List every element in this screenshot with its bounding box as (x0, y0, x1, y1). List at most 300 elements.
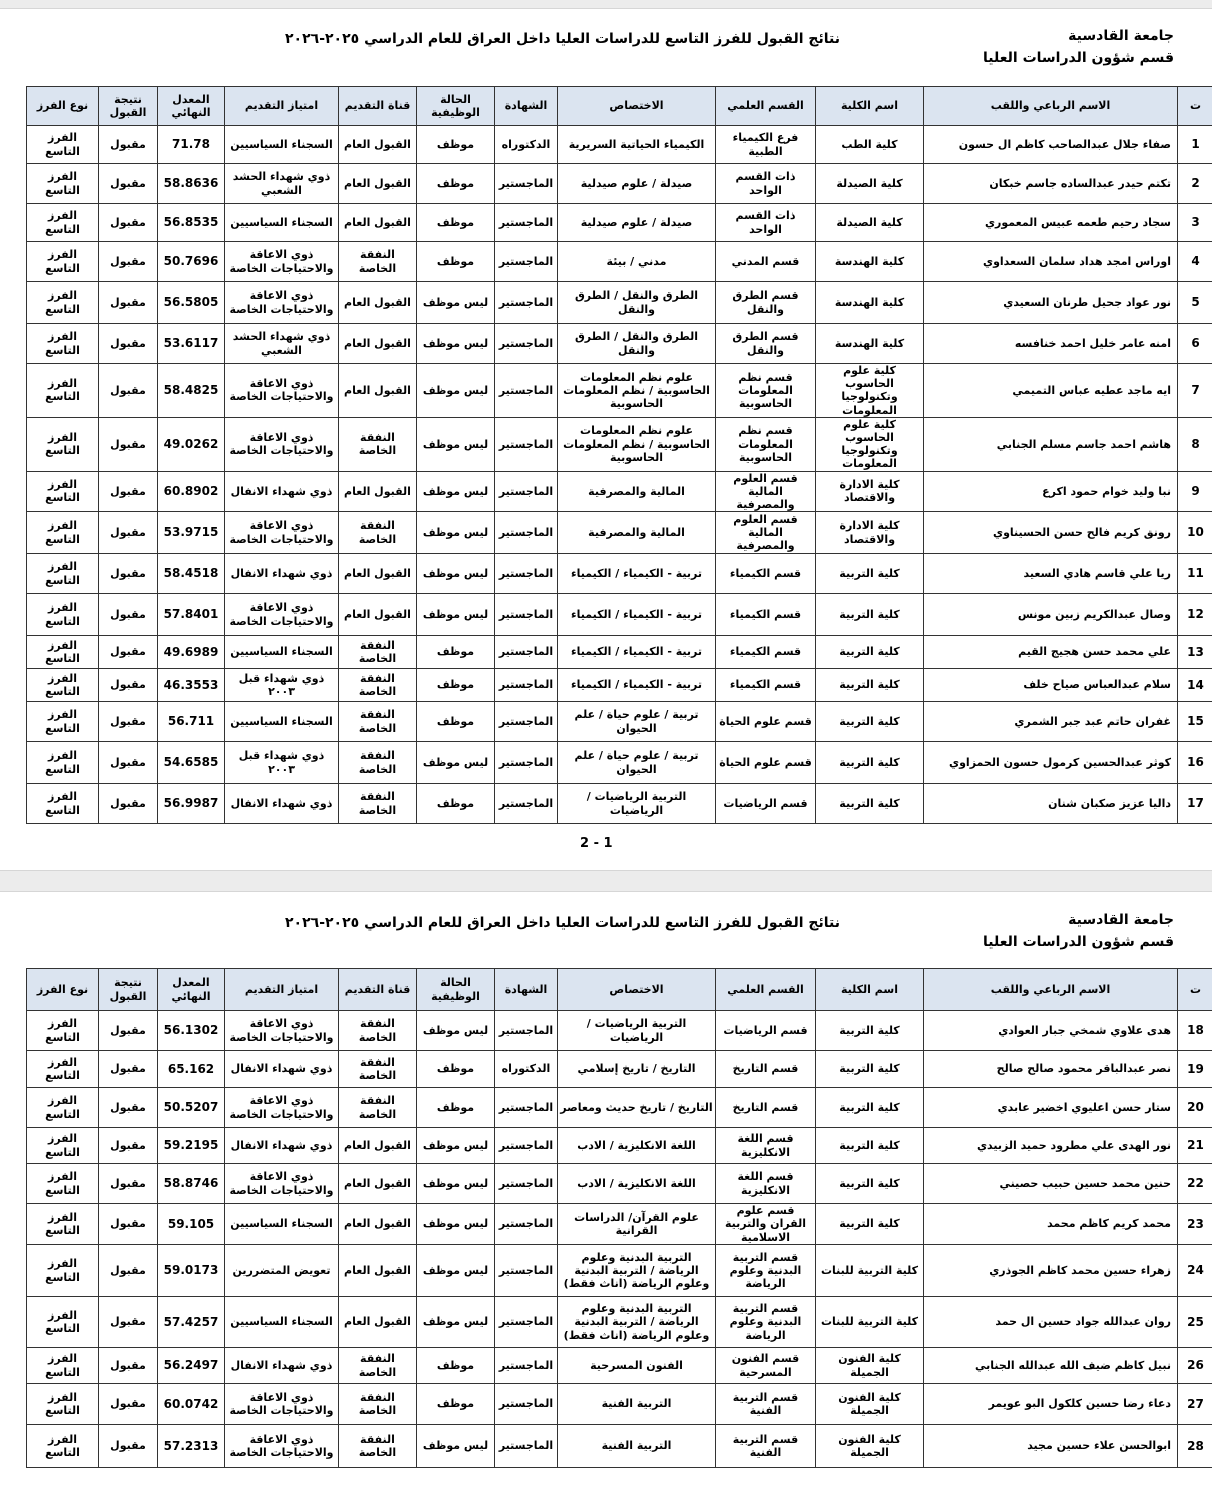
batch-type-cell: الفرز التاسع (27, 364, 99, 418)
seq-cell: 6 (1178, 324, 1212, 364)
name-cell: نور عواد جحيل طرنان السعيدي (924, 282, 1178, 324)
average-cell: 53.6117 (158, 324, 225, 364)
employment-status-cell: ليس موظف (417, 554, 495, 594)
average-cell: 57.8401 (158, 594, 225, 636)
batch-type-cell: الفرز التاسع (27, 1348, 99, 1384)
specialization-cell: تربية - الكيمياء / الكيمياء (558, 594, 716, 636)
college-cell: كلية التربية (816, 1204, 924, 1245)
specialization-cell: التربية الفنية (558, 1384, 716, 1425)
column-header-degree: الشهادة (495, 87, 558, 126)
document-title: نتائج القبول للفرز التاسع للدراسات العليا داخل العراق للعام الدراسي ٢٠٢٥-٢٠٢٦ (285, 31, 840, 47)
application-channel-cell: النفقة الخاصة (339, 669, 417, 702)
result-cell: مقبول (99, 471, 158, 512)
degree-cell: الماجستير (495, 1164, 558, 1204)
employment-status-cell: ليس موظف (417, 364, 495, 418)
privilege-cell: ذوي شهداء قبل ٢٠٠٣ (225, 742, 339, 784)
degree-cell: الماجستير (495, 282, 558, 324)
privilege-cell: ذوي الاعاقة والاحتياجات الخاصة (225, 594, 339, 636)
degree-cell: الماجستير (495, 204, 558, 242)
application-channel-cell: القبول العام (339, 554, 417, 594)
college-cell: كلية التربية (816, 702, 924, 742)
specialization-cell: المالية والمصرفية (558, 512, 716, 554)
employment-status-cell: ليس موظف (417, 417, 495, 471)
table-row (27, 1204, 1212, 1245)
seq-cell: 16 (1178, 742, 1212, 784)
name-cell: حنين محمد حسين حبيب حصيني (924, 1164, 1178, 1204)
department-cell: قسم التاريخ (716, 1051, 816, 1088)
degree-cell: الماجستير (495, 417, 558, 471)
batch-type-cell: الفرز التاسع (27, 242, 99, 282)
seq-cell: 3 (1178, 204, 1212, 242)
table-row (27, 1088, 1212, 1128)
results-table-page-2 (26, 968, 1212, 1468)
batch-type-cell: الفرز التاسع (27, 636, 99, 669)
result-cell: مقبول (99, 1384, 158, 1425)
batch-type-cell: الفرز التاسع (27, 1204, 99, 1245)
college-cell: كلية التربية (816, 1011, 924, 1051)
result-cell: مقبول (99, 1011, 158, 1051)
table-header-row (27, 969, 1212, 1011)
college-cell: كلية التربية (816, 1051, 924, 1088)
privilege-cell: ذوي شهداء الانفال (225, 1348, 339, 1384)
name-cell: ابوالحسن علاء حسين مجيد (924, 1425, 1178, 1468)
column-header-application-channel: قناة التقديم (339, 87, 417, 126)
privilege-cell: ذوي الاعاقة والاحتياجات الخاصة (225, 1164, 339, 1204)
batch-type-cell: الفرز التاسع (27, 1128, 99, 1164)
name-cell: وصال عبدالكريم زبين مونس (924, 594, 1178, 636)
privilege-cell: ذوي الاعاقة والاحتياجات الخاصة (225, 512, 339, 554)
batch-type-cell: الفرز التاسع (27, 554, 99, 594)
specialization-cell: التاريخ / تاريخ إسلامي (558, 1051, 716, 1088)
result-cell: مقبول (99, 364, 158, 418)
table-row (27, 1011, 1212, 1051)
column-header-application-channel: قناة التقديم (339, 969, 417, 1011)
employment-status-cell: موظف (417, 669, 495, 702)
college-cell: كلية التربية (816, 636, 924, 669)
degree-cell: الماجستير (495, 1348, 558, 1384)
table-row (27, 164, 1212, 204)
table-row (27, 636, 1212, 669)
seq-cell: 5 (1178, 282, 1212, 324)
application-channel-cell: النفقة الخاصة (339, 784, 417, 824)
table-row (27, 1164, 1212, 1204)
top-scroll-band (0, 0, 1212, 9)
result-cell: مقبول (99, 1204, 158, 1245)
result-cell: مقبول (99, 1297, 158, 1348)
specialization-cell: الكيمياء الحياتية السريرية (558, 126, 716, 164)
specialization-cell: علوم القرآن/ الدراسات القرانية (558, 1204, 716, 1245)
specialization-cell: تربية - الكيمياء / الكيمياء (558, 669, 716, 702)
result-cell: مقبول (99, 324, 158, 364)
department-cell: قسم التربية البدنية وعلوم الرياضة (716, 1245, 816, 1297)
seq-cell: 19 (1178, 1051, 1212, 1088)
name-cell: ريا علي قاسم هادي السعيد (924, 554, 1178, 594)
privilege-cell: ذوي شهداء الانفال (225, 554, 339, 594)
table-row (27, 324, 1212, 364)
seq-cell: 1 (1178, 126, 1212, 164)
table-row (27, 784, 1212, 824)
seq-cell: 24 (1178, 1245, 1212, 1297)
name-cell: هاشم احمد جاسم مسلم الجنابي (924, 417, 1178, 471)
department-cell: قسم العلوم المالية والمصرفية (716, 471, 816, 512)
column-header-average: المعدل النهائي (158, 969, 225, 1011)
average-cell: 58.4825 (158, 364, 225, 418)
specialization-cell: التربية الرياضيات / الرياضيات (558, 1011, 716, 1051)
batch-type-cell: الفرز التاسع (27, 784, 99, 824)
table-row (27, 554, 1212, 594)
application-channel-cell: النفقة الخاصة (339, 512, 417, 554)
average-cell: 57.4257 (158, 1297, 225, 1348)
name-cell: رونق كريم فالح حسن الحسيناوي (924, 512, 1178, 554)
degree-cell: الماجستير (495, 164, 558, 204)
page-separator (0, 870, 1212, 892)
privilege-cell: ذوي شهداء الحشد الشعبي (225, 164, 339, 204)
employment-status-cell: موظف (417, 204, 495, 242)
employment-status-cell: ليس موظف (417, 1128, 495, 1164)
application-channel-cell: القبول العام (339, 471, 417, 512)
average-cell: 53.9715 (158, 512, 225, 554)
college-cell: كلية الهندسة (816, 242, 924, 282)
degree-cell: الماجستير (495, 1204, 558, 1245)
column-header-employment-status: الحالة الوظيفية (417, 87, 495, 126)
name-cell: نبا وليد خوام حمود اكرع (924, 471, 1178, 512)
privilege-cell: ذوي الاعاقة والاحتياجات الخاصة (225, 364, 339, 418)
degree-cell: الماجستير (495, 512, 558, 554)
application-channel-cell: القبول العام (339, 1204, 417, 1245)
privilege-cell: السجناء السياسيين (225, 1297, 339, 1348)
table-row (27, 364, 1212, 418)
college-cell: كلية التربية (816, 594, 924, 636)
degree-cell: الماجستير (495, 554, 558, 594)
batch-type-cell: الفرز التاسع (27, 282, 99, 324)
name-cell: علي محمد حسن هجيج القيم (924, 636, 1178, 669)
average-cell: 58.8636 (158, 164, 225, 204)
column-header-privilege: امتياز التقديم (225, 87, 339, 126)
application-channel-cell: القبول العام (339, 126, 417, 164)
batch-type-cell: الفرز التاسع (27, 742, 99, 784)
application-channel-cell: القبول العام (339, 1297, 417, 1348)
privilege-cell: السجناء السياسيين (225, 636, 339, 669)
employment-status-cell: موظف (417, 164, 495, 204)
name-cell: داليا عزيز صكبان شنان (924, 784, 1178, 824)
seq-cell: 25 (1178, 1297, 1212, 1348)
privilege-cell: ذوي الاعاقة والاحتياجات الخاصة (225, 1011, 339, 1051)
employment-status-cell: موظف (417, 1088, 495, 1128)
college-cell: كلية الادارة والاقتصاد (816, 512, 924, 554)
degree-cell: الماجستير (495, 471, 558, 512)
college-cell: كلية التربية (816, 1088, 924, 1128)
result-cell: مقبول (99, 1348, 158, 1384)
result-cell: مقبول (99, 1245, 158, 1297)
college-cell: كلية الفنون الجميلة (816, 1384, 924, 1425)
application-channel-cell: القبول العام (339, 204, 417, 242)
privilege-cell: ذوي شهداء الانفال (225, 471, 339, 512)
specialization-cell: مدني / بيئة (558, 242, 716, 282)
result-cell: مقبول (99, 669, 158, 702)
average-cell: 56.711 (158, 702, 225, 742)
department-cell: قسم اللغة الانكليزية (716, 1164, 816, 1204)
column-header-result: نتيجة القبول (99, 969, 158, 1011)
name-cell: صفاء جلال عبدالصاحب كاظم ال حسون (924, 126, 1178, 164)
name-cell: زهراء حسين محمد كاظم الجوذري (924, 1245, 1178, 1297)
average-cell: 60.8902 (158, 471, 225, 512)
name-cell: نور الهدى علي مطرود حميد الزبيدي (924, 1128, 1178, 1164)
column-header-college: اسم الكلية (816, 969, 924, 1011)
batch-type-cell: الفرز التاسع (27, 204, 99, 242)
privilege-cell: السجناء السياسيين (225, 1204, 339, 1245)
application-channel-cell: النفقة الخاصة (339, 1011, 417, 1051)
name-cell: تكتم حيدر عبدالساده جاسم خبكان (924, 164, 1178, 204)
college-cell: كلية التربية (816, 1164, 924, 1204)
employment-status-cell: ليس موظف (417, 282, 495, 324)
privilege-cell: ذوي الاعاقة والاحتياجات الخاصة (225, 242, 339, 282)
result-cell: مقبول (99, 417, 158, 471)
privilege-cell: ذوي شهداء الانفال (225, 1128, 339, 1164)
seq-cell: 27 (1178, 1384, 1212, 1425)
seq-cell: 15 (1178, 702, 1212, 742)
seq-cell: 8 (1178, 417, 1212, 471)
column-header-batch-type: نوع الفرز (27, 87, 99, 126)
college-cell: كلية الطب (816, 126, 924, 164)
results-table-page-1 (26, 86, 1212, 824)
seq-cell: 10 (1178, 512, 1212, 554)
result-cell: مقبول (99, 1164, 158, 1204)
specialization-cell: التربية البدنية وعلوم الرياضة / التربية البدنية وعلوم الرياضة (اناث فقط) (558, 1297, 716, 1348)
name-cell: دعاء رضا حسين كلكول البو عويمر (924, 1384, 1178, 1425)
result-cell: مقبول (99, 1128, 158, 1164)
batch-type-cell: الفرز التاسع (27, 594, 99, 636)
batch-type-cell: الفرز التاسع (27, 512, 99, 554)
degree-cell: الماجستير (495, 784, 558, 824)
privilege-cell: ذوي شهداء الانفال (225, 784, 339, 824)
degree-cell: الماجستير (495, 364, 558, 418)
department-cell: قسم الكيمياء (716, 554, 816, 594)
name-cell: اوراس امجد هداد سلمان السعداوي (924, 242, 1178, 282)
batch-type-cell: الفرز التاسع (27, 324, 99, 364)
specialization-cell: تربية / علوم حياة / علم الحيوان (558, 702, 716, 742)
department-cell: قسم الرياضيات (716, 784, 816, 824)
application-channel-cell: النفقة الخاصة (339, 1051, 417, 1088)
average-cell: 56.5805 (158, 282, 225, 324)
college-cell: كلية الهندسة (816, 282, 924, 324)
department-name: قسم شؤون الدراسات العليا (983, 50, 1174, 66)
privilege-cell: ذوي الاعاقة والاحتياجات الخاصة (225, 1384, 339, 1425)
specialization-cell: تربية - الكيمياء / الكيمياء (558, 636, 716, 669)
degree-cell: الماجستير (495, 1425, 558, 1468)
application-channel-cell: القبول العام (339, 324, 417, 364)
average-cell: 56.2497 (158, 1348, 225, 1384)
application-channel-cell: القبول العام (339, 1128, 417, 1164)
batch-type-cell: الفرز التاسع (27, 702, 99, 742)
application-channel-cell: النفقة الخاصة (339, 1348, 417, 1384)
column-header-specialization: الاختصاص (558, 969, 716, 1011)
college-cell: كلية علوم الحاسوب وتكنولوجيا المعلومات (816, 417, 924, 471)
average-cell: 50.5207 (158, 1088, 225, 1128)
specialization-cell: اللغة الانكليزية / الادب (558, 1164, 716, 1204)
name-cell: ستار حسن اعليوي اخضير عابدي (924, 1088, 1178, 1128)
seq-cell: 4 (1178, 242, 1212, 282)
table-row (27, 512, 1212, 554)
column-header-degree: الشهادة (495, 969, 558, 1011)
seq-cell: 26 (1178, 1348, 1212, 1384)
batch-type-cell: الفرز التاسع (27, 1384, 99, 1425)
average-cell: 56.1302 (158, 1011, 225, 1051)
university-name: جامعة القادسية (1068, 28, 1174, 44)
name-cell: سجاد رحيم طعمه عبيس المعموري (924, 204, 1178, 242)
college-cell: كلية التربية للبنات (816, 1245, 924, 1297)
seq-cell: 20 (1178, 1088, 1212, 1128)
department-cell: قسم العلوم المالية والمصرفية (716, 512, 816, 554)
employment-status-cell: موظف (417, 126, 495, 164)
privilege-cell: ذوي الاعاقة والاحتياجات الخاصة (225, 417, 339, 471)
seq-cell: 9 (1178, 471, 1212, 512)
department-cell: قسم الرياضيات (716, 1011, 816, 1051)
batch-type-cell: الفرز التاسع (27, 471, 99, 512)
average-cell: 59.2195 (158, 1128, 225, 1164)
table-row (27, 1384, 1212, 1425)
specialization-cell: علوم نظم المعلومات الحاسوبية / نظم المعلومات الحاسوبية (558, 417, 716, 471)
specialization-cell: التربية الفنية (558, 1425, 716, 1468)
table-row (27, 204, 1212, 242)
batch-type-cell: الفرز التاسع (27, 1245, 99, 1297)
degree-cell: الماجستير (495, 594, 558, 636)
department-cell: قسم علوم القران والتربية الاسلامية (716, 1204, 816, 1245)
department-name: قسم شؤون الدراسات العليا (983, 934, 1174, 950)
name-cell: هدى علاوي شمخي جبار العوادي (924, 1011, 1178, 1051)
department-cell: قسم التربية الفنية (716, 1384, 816, 1425)
college-cell: كلية الفنون الجميلة (816, 1425, 924, 1468)
result-cell: مقبول (99, 1088, 158, 1128)
table-row (27, 417, 1212, 471)
table-row (27, 126, 1212, 164)
seq-cell: 28 (1178, 1425, 1212, 1468)
department-cell: قسم نظم المعلومات الحاسوبية (716, 417, 816, 471)
table-row (27, 594, 1212, 636)
degree-cell: الماجستير (495, 1297, 558, 1348)
department-cell: قسم نظم المعلومات الحاسوبية (716, 364, 816, 418)
seq-cell: 11 (1178, 554, 1212, 594)
department-cell: قسم الطرق والنقل (716, 324, 816, 364)
specialization-cell: الطرق والنقل / الطرق والنقل (558, 324, 716, 364)
seq-cell: 22 (1178, 1164, 1212, 1204)
average-cell: 65.162 (158, 1051, 225, 1088)
employment-status-cell: ليس موظف (417, 471, 495, 512)
batch-type-cell: الفرز التاسع (27, 1164, 99, 1204)
department-cell: قسم اللغة الانكليزية (716, 1128, 816, 1164)
batch-type-cell: الفرز التاسع (27, 1011, 99, 1051)
batch-type-cell: الفرز التاسع (27, 1425, 99, 1468)
privilege-cell: السجناء السياسيين (225, 702, 339, 742)
privilege-cell: ذوي الاعاقة والاحتياجات الخاصة (225, 1088, 339, 1128)
name-cell: ايه ماجد عطيه عباس التميمي (924, 364, 1178, 418)
application-channel-cell: النفقة الخاصة (339, 417, 417, 471)
application-channel-cell: النفقة الخاصة (339, 636, 417, 669)
column-header-seq: ت (1178, 969, 1212, 1011)
department-cell: قسم الكيمياء (716, 636, 816, 669)
department-cell: قسم الكيمياء (716, 594, 816, 636)
seq-cell: 14 (1178, 669, 1212, 702)
application-channel-cell: النفقة الخاصة (339, 1425, 417, 1468)
university-name: جامعة القادسية (1068, 912, 1174, 928)
college-cell: كلية الادارة والاقتصاد (816, 471, 924, 512)
department-cell: قسم علوم الحياة (716, 742, 816, 784)
result-cell: مقبول (99, 742, 158, 784)
table-row (27, 242, 1212, 282)
column-header-seq: ت (1178, 87, 1212, 126)
seq-cell: 7 (1178, 364, 1212, 418)
table-row (27, 1425, 1212, 1468)
specialization-cell: تربية / علوم حياة / علم الحيوان (558, 742, 716, 784)
employment-status-cell: موظف (417, 1384, 495, 1425)
column-header-specialization: الاختصاص (558, 87, 716, 126)
batch-type-cell: الفرز التاسع (27, 669, 99, 702)
batch-type-cell: الفرز التاسع (27, 1051, 99, 1088)
table-row (27, 1245, 1212, 1297)
employment-status-cell: ليس موظف (417, 1245, 495, 1297)
privilege-cell: ذوي الاعاقة والاحتياجات الخاصة (225, 1425, 339, 1468)
average-cell: 58.8746 (158, 1164, 225, 1204)
employment-status-cell: ليس موظف (417, 1011, 495, 1051)
specialization-cell: تربية - الكيمياء / الكيمياء (558, 554, 716, 594)
batch-type-cell: الفرز التاسع (27, 164, 99, 204)
name-cell: محمد كريم كاظم محمد (924, 1204, 1178, 1245)
seq-cell: 13 (1178, 636, 1212, 669)
name-cell: سلام عبدالعباس صياح خلف (924, 669, 1178, 702)
column-header-college: اسم الكلية (816, 87, 924, 126)
column-header-department: القسم العلمي (716, 969, 816, 1011)
degree-cell: الدكتوراه (495, 126, 558, 164)
employment-status-cell: موظف (417, 242, 495, 282)
average-cell: 58.4518 (158, 554, 225, 594)
employment-status-cell: ليس موظف (417, 324, 495, 364)
table-row (27, 669, 1212, 702)
degree-cell: الماجستير (495, 1384, 558, 1425)
average-cell: 56.8535 (158, 204, 225, 242)
result-cell: مقبول (99, 784, 158, 824)
specialization-cell: صيدلة / علوم صيدلية (558, 164, 716, 204)
employment-status-cell: موظف (417, 702, 495, 742)
college-cell: كلية التربية (816, 784, 924, 824)
college-cell: كلية الهندسة (816, 324, 924, 364)
average-cell: 50.7696 (158, 242, 225, 282)
batch-type-cell: الفرز التاسع (27, 417, 99, 471)
employment-status-cell: ليس موظف (417, 594, 495, 636)
specialization-cell: التربية البدنية وعلوم الرياضة / التربية البدنية وعلوم الرياضة (اناث فقط) (558, 1245, 716, 1297)
average-cell: 46.3553 (158, 669, 225, 702)
degree-cell: الماجستير (495, 1128, 558, 1164)
average-cell: 49.6989 (158, 636, 225, 669)
seq-cell: 17 (1178, 784, 1212, 824)
privilege-cell: السجناء السياسيين (225, 204, 339, 242)
name-cell: غفران حاتم عبد جبر الشمري (924, 702, 1178, 742)
result-cell: مقبول (99, 702, 158, 742)
column-header-name: الاسم الرباعي واللقب (924, 969, 1178, 1011)
table-row (27, 1128, 1212, 1164)
department-cell: قسم التربية البدنية وعلوم الرياضة (716, 1297, 816, 1348)
specialization-cell: علوم نظم المعلومات الحاسوبية / نظم المعلومات الحاسوبية (558, 364, 716, 418)
application-channel-cell: القبول العام (339, 164, 417, 204)
seq-cell: 2 (1178, 164, 1212, 204)
degree-cell: الدكتوراه (495, 1051, 558, 1088)
degree-cell: الماجستير (495, 1088, 558, 1128)
employment-status-cell: ليس موظف (417, 1164, 495, 1204)
college-cell: كلية التربية (816, 742, 924, 784)
employment-status-cell: ليس موظف (417, 1425, 495, 1468)
table-row (27, 1348, 1212, 1384)
department-cell: فرع الكيمياء الطبية (716, 126, 816, 164)
employment-status-cell: موظف (417, 784, 495, 824)
application-channel-cell: القبول العام (339, 1245, 417, 1297)
